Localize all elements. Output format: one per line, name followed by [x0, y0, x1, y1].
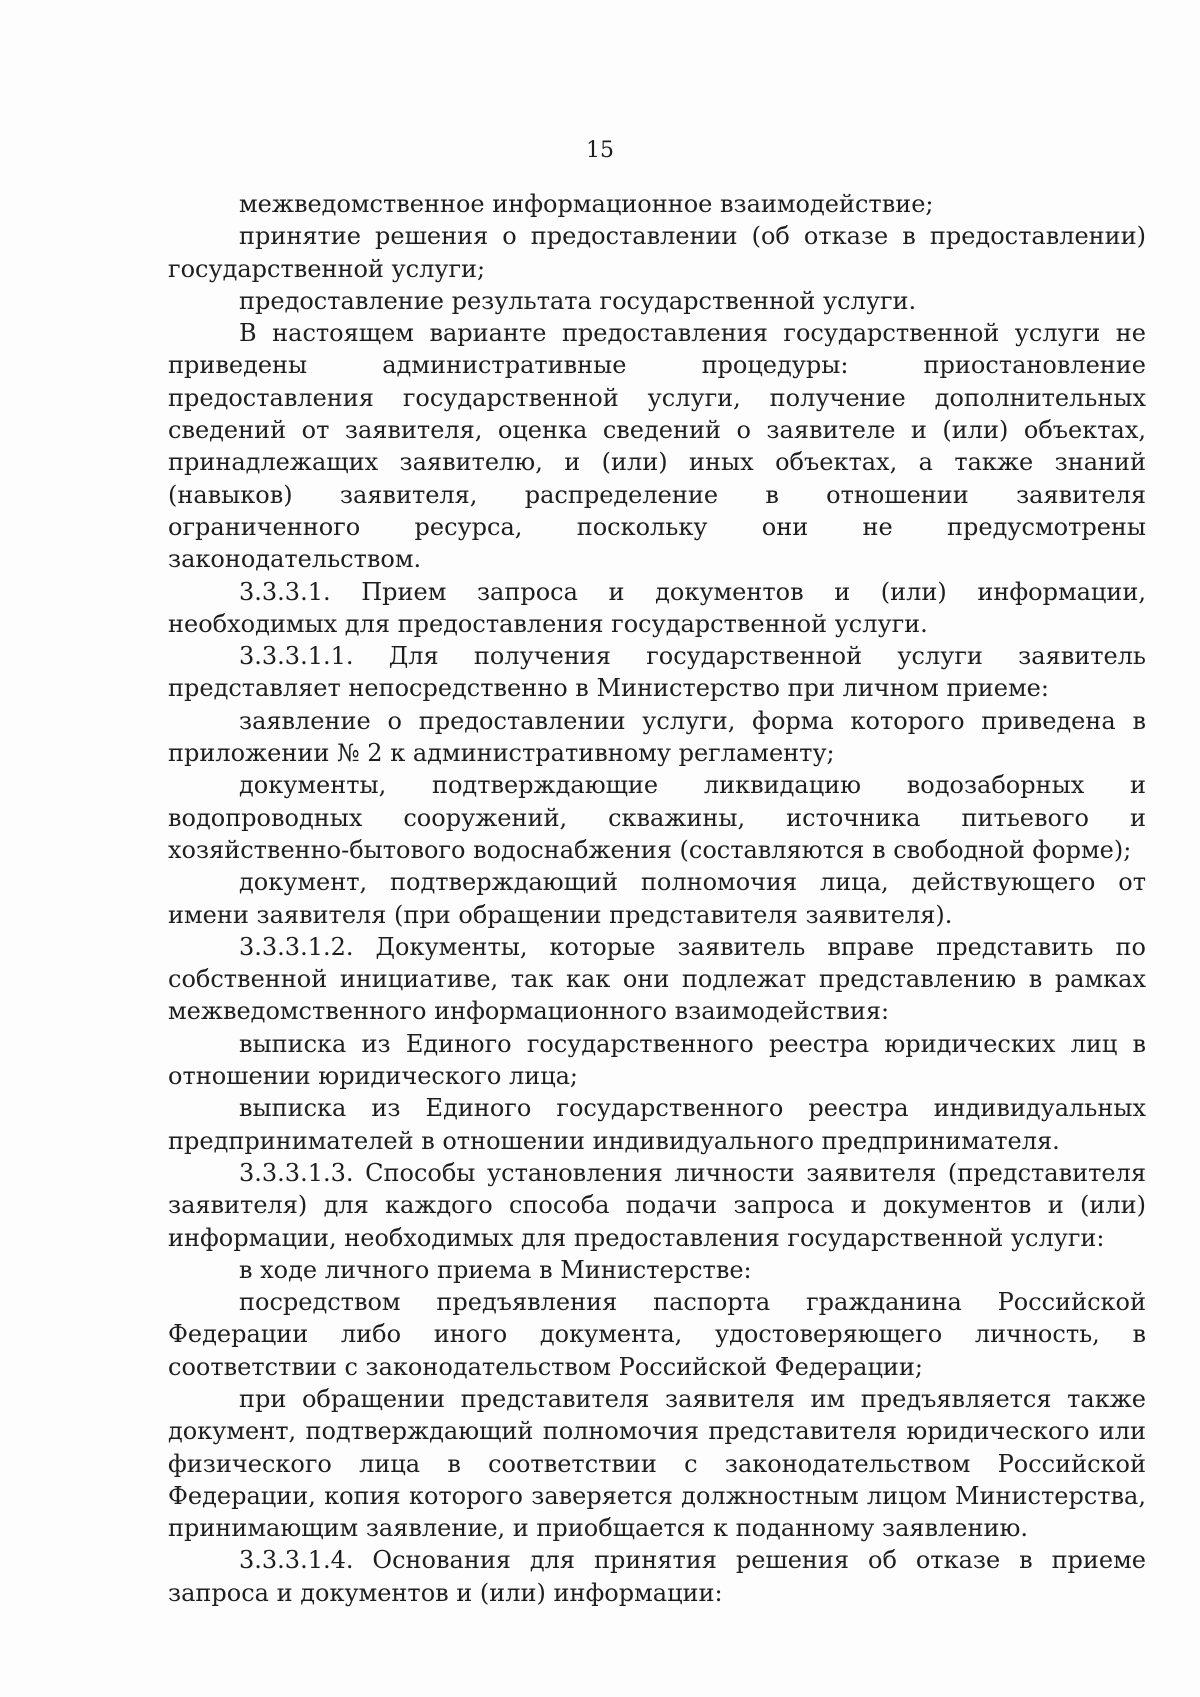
paragraph-12: выписка из Единого государственного реестра индивидуальных предпринимателей в отношении индивидуального предпринимателя. [168, 1094, 1146, 1155]
page-number: 15 [586, 138, 614, 163]
paragraph-11: выписка из Единого государственного реестра юридических лиц в отношении юридического лица; [168, 1029, 1146, 1091]
document-body [168, 188, 1146, 1609]
paragraph-7: заявление о предоставлении услуги, форма которого приведена в приложении № 2 к административному регламенту; [168, 706, 1146, 768]
paragraph-14: в ходе личного приема в Министерстве: [239, 1255, 752, 1284]
paragraph-9: документ, подтверждающий полномочия лица, действующего от имени заявителя (при обращении представителя заявителя). [168, 868, 1146, 929]
paragraph-8: документы, подтверждающие ликвидацию водозаборных и водопроводных сооружений, скважины, источника питьевого и хозяйственно-бытового водоснабжения (составляются в свободной форме); [168, 771, 1146, 864]
paragraph-16: при обращении представителя заявителя им предъявляется также документ, подтверждающий полномочия представителя юридического или физического лица в соответствии с законодательством Российской Федерации, копия которого заверяется должностным лицом Министерства, принимающим заявление, и приобщается к поданному заявлению. [168, 1384, 1146, 1543]
paragraph-6: 3.3.3.1.1. Для получения государственной услуги заявитель представляет непосредственно в Министерство при личном приеме: [168, 642, 1146, 703]
paragraph-10: 3.3.3.1.2. Документы, которые заявитель вправе представить по собственной инициативе, так как они подлежат представлению в рамках межведомственного информационного взаимодействия: [168, 932, 1146, 1026]
paragraph-15: посредством предъявления паспорта гражданина Российской Федерации либо иного документа, удостоверяющего личность, в соответствии с законодательством Российской Федерации; [168, 1288, 1146, 1381]
paragraph-5: 3.3.3.1. Прием запроса и документов и (или) информации, необходимых для предоставления государственной услуги. [168, 577, 1146, 638]
paragraph-2: принятие решения о предоставлении (об отказе в предоставлении) государственной услуги; [168, 222, 1146, 283]
paragraph-3: предоставление результата государственной услуги. [239, 286, 917, 315]
paragraph-17: 3.3.3.1.4. Основания для принятия решения об отказе в приеме запроса и документов и (или) информации: [168, 1546, 1146, 1607]
paragraph-4: В настоящем варианте предоставления государственной услуги не приведены административные процедуры: приостановление предоставления государственной услуги, получение дополнительных сведений от заявителя, оценка сведений о заявителе и (или) объектах, принадлежащих заявителю, и (или) иных объектах, а также знаний (навыков) заявителя, распределение в отношении заявителя ограниченного ресурса, поскольку они не предусмотрены законодательством. [168, 319, 1146, 574]
paragraph-1: межведомственное информационное взаимодействие; [239, 190, 934, 218]
paragraph-13: 3.3.3.1.3. Способы установления личности заявителя (представителя заявителя) для каждого способа подачи запроса и документов и (или) информации, необходимых для предоставления государственной услуги: [168, 1158, 1146, 1252]
